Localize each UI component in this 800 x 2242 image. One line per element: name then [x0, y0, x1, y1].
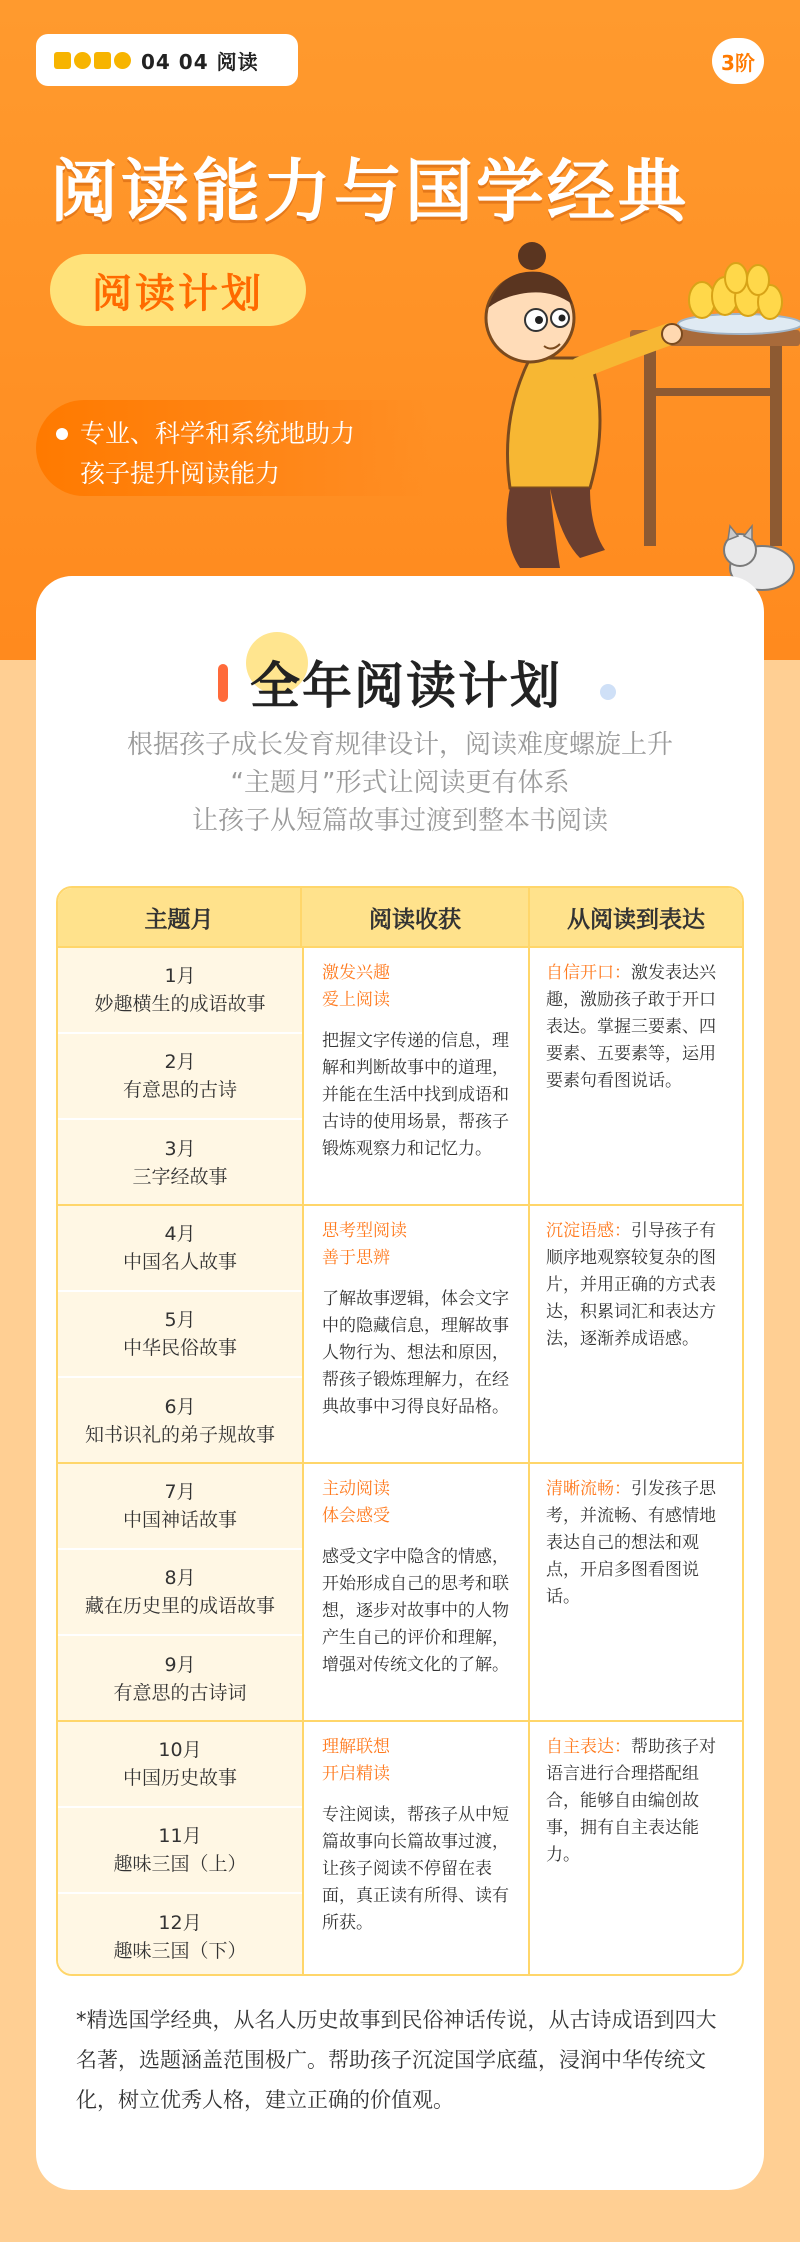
expression-cell: [530, 1206, 742, 1462]
gain-heading: 思考型阅读: [322, 1221, 407, 1241]
months-cell: [58, 1464, 302, 1720]
gain-description: 专注阅读，帮孩子从中短篇故事向长篇故事过渡，让孩子阅读不停留在表面，真正读有所得、读有所获。: [322, 1805, 509, 1933]
month-topic: 中华民俗故事: [122, 1337, 237, 1359]
expression-description: 引发孩子思考，并流畅、有感情地表达自己的想法和观点，开启多图看图说话。: [546, 1479, 716, 1607]
month-topic: 知书识礼的弟子规故事: [84, 1424, 275, 1446]
expression-keyword: 自信开口：: [546, 963, 631, 983]
intro-line: 让孩子从短篇故事过渡到整本书阅读: [191, 806, 608, 836]
tagline-line-1: 专业、科学和系统地助力: [80, 419, 356, 448]
column-header-expression: 从阅读到表达: [567, 906, 705, 933]
month-item: [58, 1120, 302, 1206]
level-badge: 3阶: [712, 38, 764, 84]
table-header: [58, 888, 744, 946]
gain-description: 把握文字传递的信息，理解和判断故事中的道理，并能在生活中找到成语和古诗的使用场景，帮孩子锻炼观察力和记忆力。: [322, 1031, 509, 1159]
decor-dot: [600, 684, 616, 700]
table-row: [58, 1204, 744, 1462]
gain-description: 了解故事逻辑，体会文字中的隐藏信息，理解故事人物行为、想法和原因，帮孩子锻炼理解力，在经典故事中习得良好品格。: [322, 1289, 509, 1417]
month-topic: 中国神话故事: [122, 1509, 237, 1531]
section-header: [36, 646, 764, 716]
column-header-theme-month: 主题月: [58, 888, 302, 946]
month-topic: 趣味三国（上）: [113, 1853, 247, 1875]
month-item: [58, 1894, 302, 1976]
month-item: [58, 1636, 302, 1722]
month-label: 3月: [164, 1138, 196, 1160]
months-cell: [58, 948, 302, 1204]
month-topic: 有意思的古诗: [122, 1079, 237, 1101]
expression-cell: [530, 948, 742, 1204]
expression-cell: [530, 1464, 742, 1720]
reading-gain-cell: [302, 1206, 530, 1462]
expression-keyword: 清晰流畅：: [546, 1479, 631, 1499]
gain-heading: 主动阅读: [322, 1479, 390, 1499]
expression-cell: [530, 1722, 742, 1976]
month-item: [58, 1550, 302, 1636]
column-header-reading-gain: 阅读收获: [302, 888, 530, 946]
gain-description: 感受文字中隐含的情感，开始形成自己的思考和联想，逐步对故事中的人物产生自己的评价和理解，增强对传统文化的了解。: [322, 1547, 509, 1675]
month-item: [58, 1464, 302, 1550]
month-label: 8月: [164, 1567, 196, 1589]
expression-keyword: 沉淀语感：: [546, 1221, 631, 1241]
hero-banner: [0, 0, 800, 660]
month-item: [58, 1034, 302, 1120]
gain-heading: 理解联想: [322, 1737, 390, 1757]
month-item: [58, 948, 302, 1034]
logo-text: 04 04 阅读: [141, 49, 259, 74]
month-topic: 三字经故事: [132, 1166, 228, 1188]
reading-gain-cell: [302, 948, 530, 1204]
section-title: 全年阅读计划: [250, 657, 562, 715]
table-row: [58, 1720, 744, 1976]
month-topic: 藏在历史里的成语故事: [84, 1595, 275, 1617]
month-label: 6月: [164, 1396, 196, 1418]
footnote: *精选国学经典，从名人历史故事到民俗神话传说，从古诗成语到四大名著，选题涵盖范围极广。帮助孩子沉淀国学底蕴，浸润中华传统文化，树立优秀人格，建立正确的价值观。: [76, 2008, 717, 2112]
title-accent-bar: [218, 664, 228, 702]
subtitle-pill: 阅读计划: [50, 254, 306, 326]
tagline-box: [36, 400, 432, 496]
intro-line: “主题月”形式让阅读更有体系: [230, 768, 570, 798]
month-label: 9月: [164, 1654, 196, 1676]
month-label: 12月: [158, 1912, 202, 1934]
bullet-dot: [56, 428, 68, 440]
month-label: 5月: [164, 1309, 196, 1331]
month-topic: 趣味三国（下）: [113, 1940, 247, 1962]
reading-gain-cell: [302, 1464, 530, 1720]
month-item: [58, 1808, 302, 1894]
intro-line: 根据孩子成长发育规律设计，阅读难度螺旋上升: [126, 730, 673, 760]
reading-gain-cell: [302, 1722, 530, 1976]
month-topic: 妙趣横生的成语故事: [94, 993, 266, 1015]
expression-description: 激发表达兴趣，激励孩子敢于开口表达。掌握三要素、四要素、五要素等，运用要素句看图说话。: [546, 963, 716, 1091]
gain-heading: 开启精读: [322, 1764, 390, 1784]
month-label: 4月: [164, 1223, 196, 1245]
expression-description: 引导孩子有顺序地观察较复杂的图片，并用正确的方式表达，积累词汇和表达方法，逐渐养成语感。: [546, 1221, 716, 1349]
month-topic: 中国名人故事: [122, 1251, 237, 1273]
intro-text: [36, 726, 764, 840]
plan-card: [36, 576, 764, 2190]
gain-heading: 激发兴趣: [322, 963, 390, 983]
month-topic: 有意思的古诗词: [113, 1682, 247, 1704]
month-item: [58, 1206, 302, 1292]
tagline-line-2: 孩子提升阅读能力: [80, 459, 281, 488]
month-topic: 中国历史故事: [122, 1767, 237, 1789]
expression-keyword: 自主表达：: [546, 1737, 631, 1757]
month-item: [58, 1722, 302, 1808]
month-label: 1月: [164, 965, 196, 987]
gain-heading: 爱上阅读: [322, 990, 390, 1010]
gain-heading: 体会感受: [322, 1506, 390, 1526]
boy-reaching-for-pears-illustration: [440, 238, 800, 598]
table-row: [58, 946, 744, 1204]
month-item: [58, 1378, 302, 1464]
gain-heading: 善于思辨: [322, 1248, 390, 1268]
months-cell: [58, 1722, 302, 1976]
page-title: 阅读能力与国学经典: [50, 153, 690, 232]
months-cell: [58, 1206, 302, 1462]
table-row: [58, 1462, 744, 1720]
brand-logo: [36, 34, 298, 86]
month-label: 2月: [164, 1051, 196, 1073]
month-label: 11月: [158, 1825, 202, 1847]
month-label: 7月: [164, 1481, 196, 1503]
expression-description: 帮助孩子对语言进行合理搭配组合，能够自由编创故事，拥有自主表达能力。: [546, 1737, 716, 1865]
month-item: [58, 1292, 302, 1378]
month-label: 10月: [158, 1739, 202, 1761]
reading-plan-table: [56, 886, 744, 1976]
dodo-blocks-logo-icon: [54, 52, 131, 69]
